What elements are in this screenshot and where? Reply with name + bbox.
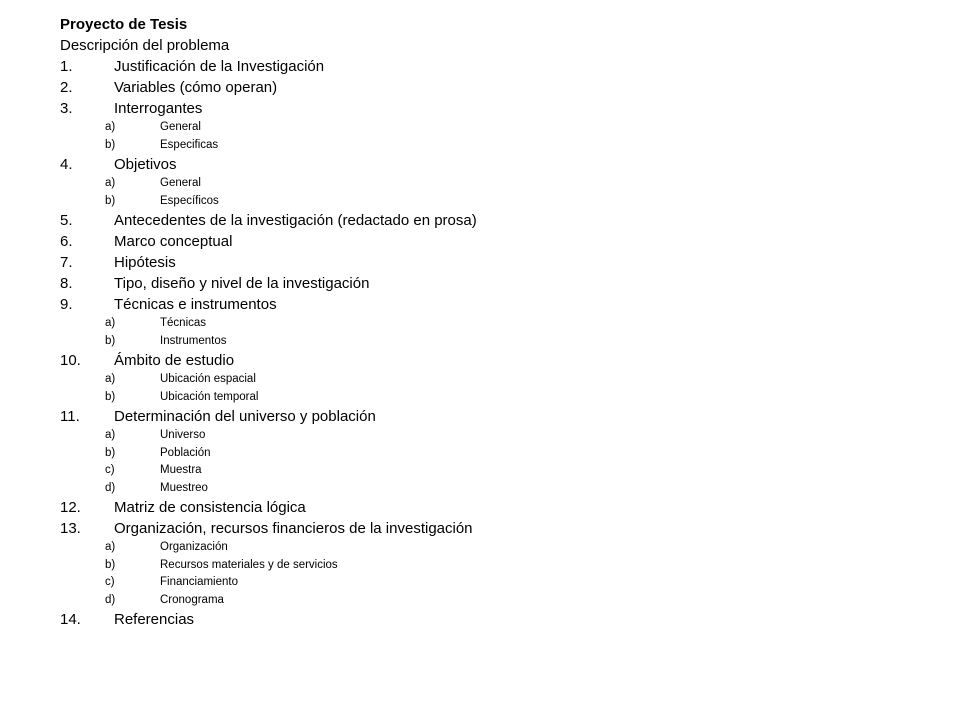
outline-list [60,56,940,630]
outline-subitem-text: Ubicación temporal [160,390,259,403]
outline-subitem [60,445,940,463]
outline-subitem-letter: a) [105,177,116,189]
outline-subitem-letter: a) [105,373,116,385]
outline-subitem [60,462,940,480]
outline-item-text: Ámbito de estudio [114,352,235,369]
outline-item-number: 5. [60,212,73,229]
outline-subitem [60,480,940,498]
outline-subitem-letter: a) [105,317,116,329]
outline-subitem [60,592,940,610]
document-page [60,14,940,630]
outline-item [60,406,940,427]
outline-item-text: Determinación del universo y población [114,408,376,425]
outline-item-number: 12. [60,499,81,516]
outline-subitem [60,119,940,137]
outline-item-text: Referencias [114,611,195,628]
outline-subitem-letter: a) [105,541,116,553]
outline-item [60,518,940,539]
outline-subitem [60,539,940,557]
outline-item-number: 7. [60,254,73,271]
outline-subitem [60,175,940,193]
outline-subitem-text: Cronograma [160,593,224,606]
outline-subitem-letter: a) [105,121,116,133]
outline-item-text: Marco conceptual [114,233,233,250]
outline-item-text: Tipo, diseño y nivel de la investigación [114,275,370,292]
outline-subitem [60,574,940,592]
outline-subitem [60,193,940,211]
outline-subitem [60,333,940,351]
outline-subitem [60,557,940,575]
outline-item-number: 1. [60,58,73,75]
outline-subitem-text: Específicos [160,194,219,207]
outline-item [60,231,940,252]
outline-item-text: Variables (cómo operan) [114,79,278,96]
outline-subitem-text: Técnicas [160,317,207,329]
outline-item-text: Matriz de consistencia lógica [114,499,306,516]
outline-subitem-letter: b) [105,446,116,459]
outline-item [60,77,940,98]
outline-subitem-text: Universo [160,429,206,441]
outline-item-text: Antecedentes de la investigación (redactado en prosa) [114,212,477,229]
outline-item [60,350,940,371]
outline-item-number: 8. [60,275,73,292]
outline-item-number: 4. [60,156,73,173]
outline-item-number: 2. [60,79,73,96]
outline-subitem-text: Población [160,446,211,459]
outline-item-number: 14. [60,611,81,628]
outline-item [60,497,940,518]
outline-item-text: Organización, recursos financieros de la investigación [114,520,473,537]
outline-subitem-letter: b) [105,558,116,571]
outline-subitem-letter: d) [105,593,116,606]
outline-subitem-letter: d) [105,481,116,494]
outline-subitem-letter: c) [105,464,115,476]
outline-subitem-letter: b) [105,390,116,403]
outline-item [60,154,940,175]
outline-item [60,294,940,315]
outline-item [60,609,940,630]
outline-subitem-text: Organización [160,541,228,553]
outline-subitem-text: Financiamiento [160,576,238,588]
outline-item [60,273,940,294]
outline-item [60,210,940,231]
outline-subitem-letter: b) [105,138,116,151]
outline-subitem-letter: c) [105,576,115,588]
outline-subitem-text: General [160,177,201,189]
outline-subitem [60,137,940,155]
outline-subitem [60,427,940,445]
document-title: Proyecto de Tesis [60,16,188,33]
outline-item [60,252,940,273]
outline-subitem [60,371,940,389]
outline-item-number: 9. [60,296,73,313]
outline-subitem [60,389,940,407]
outline-subitem-text: Ubicación espacial [160,373,256,385]
outline-subitem-text: Recursos materiales y de servicios [160,558,338,571]
outline-subitem-text: Especificas [160,138,219,151]
outline-item-text: Justificación de la Investigación [114,58,325,75]
outline-item-number: 10. [60,352,81,369]
outline-item-number: 6. [60,233,73,250]
outline-item-text: Hipótesis [114,254,176,271]
outline-subitem [60,315,940,333]
outline-subitem-letter: b) [105,334,116,347]
document-subtitle: Descripción del problema [60,37,230,54]
outline-subitem-text: Muestreo [160,481,208,494]
outline-subitem-letter: b) [105,194,116,207]
outline-subitem-text: Muestra [160,464,202,476]
outline-item-number: 3. [60,100,73,117]
outline-item [60,98,940,119]
outline-item [60,56,940,77]
outline-item-number: 13. [60,520,81,537]
outline-subitem-letter: a) [105,429,116,441]
outline-item-number: 11. [60,408,80,425]
outline-subitem-text: General [160,121,201,133]
outline-item-text: Técnicas e instrumentos [114,296,277,313]
outline-subitem-text: Instrumentos [160,334,227,347]
outline-item-text: Objetivos [114,156,177,173]
outline-item-text: Interrogantes [114,100,203,117]
